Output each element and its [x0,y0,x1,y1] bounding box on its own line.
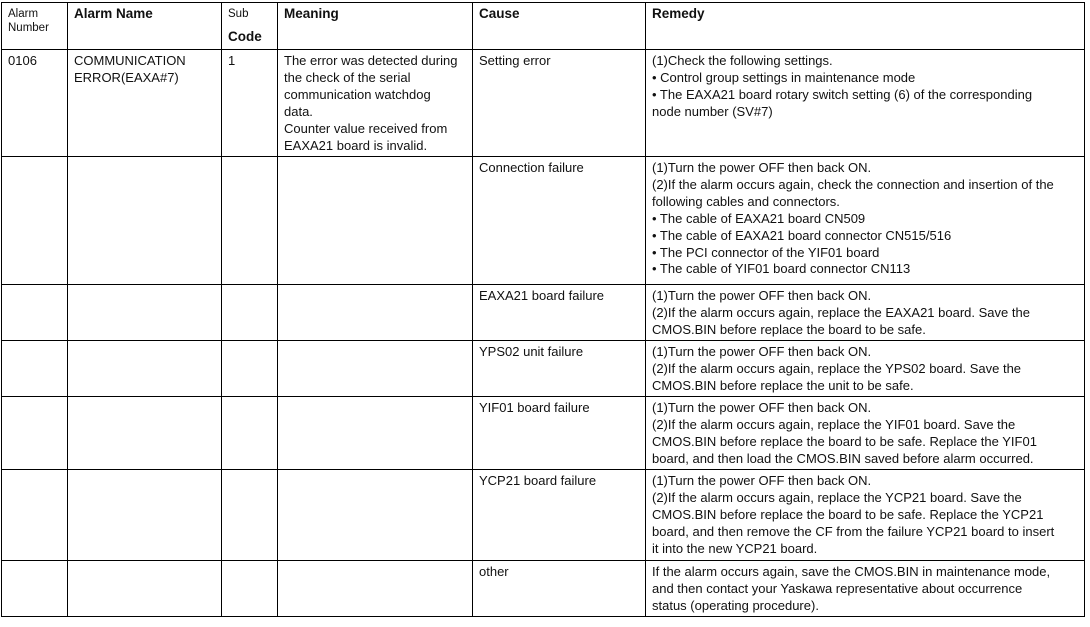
alarm-table [1,2,1085,617]
cell-alarm-number [2,285,68,341]
cell-alarm-number: 0106 [2,50,68,157]
cell-alarm-number [2,341,68,397]
cell-alarm-number [2,561,68,617]
header-alarm-number: Alarm Number [2,3,68,50]
cell-remedy: (1)Turn the power OFF then back ON. (2)If the alarm occurs again, replace the EAXA21 board. Save the CMOS.BIN before replace the board to be safe. [646,285,1085,341]
cell-meaning [278,341,473,397]
cell-alarm-name [68,561,222,617]
cell-meaning [278,157,473,285]
cell-alarm-name [68,470,222,561]
table-row [2,157,1085,285]
cell-sub-code [222,341,278,397]
cell-sub-code [222,561,278,617]
header-cause: Cause [473,3,646,50]
cell-alarm-name [68,157,222,285]
cell-alarm-number [2,470,68,561]
cell-remedy: (1)Check the following settings. • Control group settings in maintenance mode • The EAXA21 board rotary switch setting (6) of the corresponding node number (SV#7) [646,50,1085,157]
cell-remedy: (1)Turn the power OFF then back ON. (2)If the alarm occurs again, replace the YPS02 board. Save the CMOS.BIN before replace the unit to be safe. [646,341,1085,397]
table-row [2,50,1085,157]
header-remedy: Remedy [646,3,1085,50]
cell-meaning: The error was detected during the check of the serial communication watchdog data. Counter value received from EAXA21 board is invalid. [278,50,473,157]
cell-sub-code [222,157,278,285]
table-row [2,397,1085,470]
cell-cause: YPS02 unit failure [473,341,646,397]
header-meaning: Meaning [278,3,473,50]
cell-remedy: (1)Turn the power OFF then back ON. (2)If the alarm occurs again, replace the YIF01 board. Save the CMOS.BIN before replace the board to be safe. Replace the YIF01 board, and then load the CMOS.BIN saved before alarm occurred. [646,397,1085,470]
cell-sub-code [222,397,278,470]
cell-sub-code [222,285,278,341]
cell-cause: other [473,561,646,617]
cell-cause: EAXA21 board failure [473,285,646,341]
cell-alarm-name [68,285,222,341]
header-alarm-name: Alarm Name [68,3,222,50]
table-header-row [2,3,1085,50]
table-row [2,561,1085,617]
cell-meaning [278,397,473,470]
cell-alarm-name [68,397,222,470]
cell-meaning [278,470,473,561]
cell-cause: Connection failure [473,157,646,285]
table-row [2,470,1085,561]
header-code-label: Code [228,29,262,44]
cell-meaning [278,561,473,617]
cell-remedy: (1)Turn the power OFF then back ON. (2)If the alarm occurs again, check the connection and insertion of the following cables and connectors. • The cable of EAXA21 board CN509 • The cable of EAXA21 board connector CN515/516 • The PCI connector of the YIF01 board • The cable of YIF01 board connector CN113 [646,157,1085,285]
cell-meaning [278,285,473,341]
cell-remedy: (1)Turn the power OFF then back ON. (2)If the alarm occurs again, replace the YCP21 board. Save the CMOS.BIN before replace the board to be safe. Replace the YCP21 board, and then remove the CF from the failure YCP21 board to insert it into the new YCP21 board. [646,470,1085,561]
table-row [2,285,1085,341]
cell-sub-code [222,470,278,561]
cell-sub-code: 1 [222,50,278,157]
cell-alarm-number [2,157,68,285]
cell-alarm-name: COMMUNICATION ERROR(EAXA#7) [68,50,222,157]
cell-cause: YIF01 board failure [473,397,646,470]
header-sub-label: Sub [228,8,249,20]
cell-alarm-name [68,341,222,397]
cell-remedy: If the alarm occurs again, save the CMOS.BIN in maintenance mode, and then contact your Yaskawa representative about occurrence status (operating procedure). [646,561,1085,617]
cell-cause: YCP21 board failure [473,470,646,561]
header-sub-code [222,3,278,50]
cell-alarm-number [2,397,68,470]
cell-cause: Setting error [473,50,646,157]
table-row [2,341,1085,397]
